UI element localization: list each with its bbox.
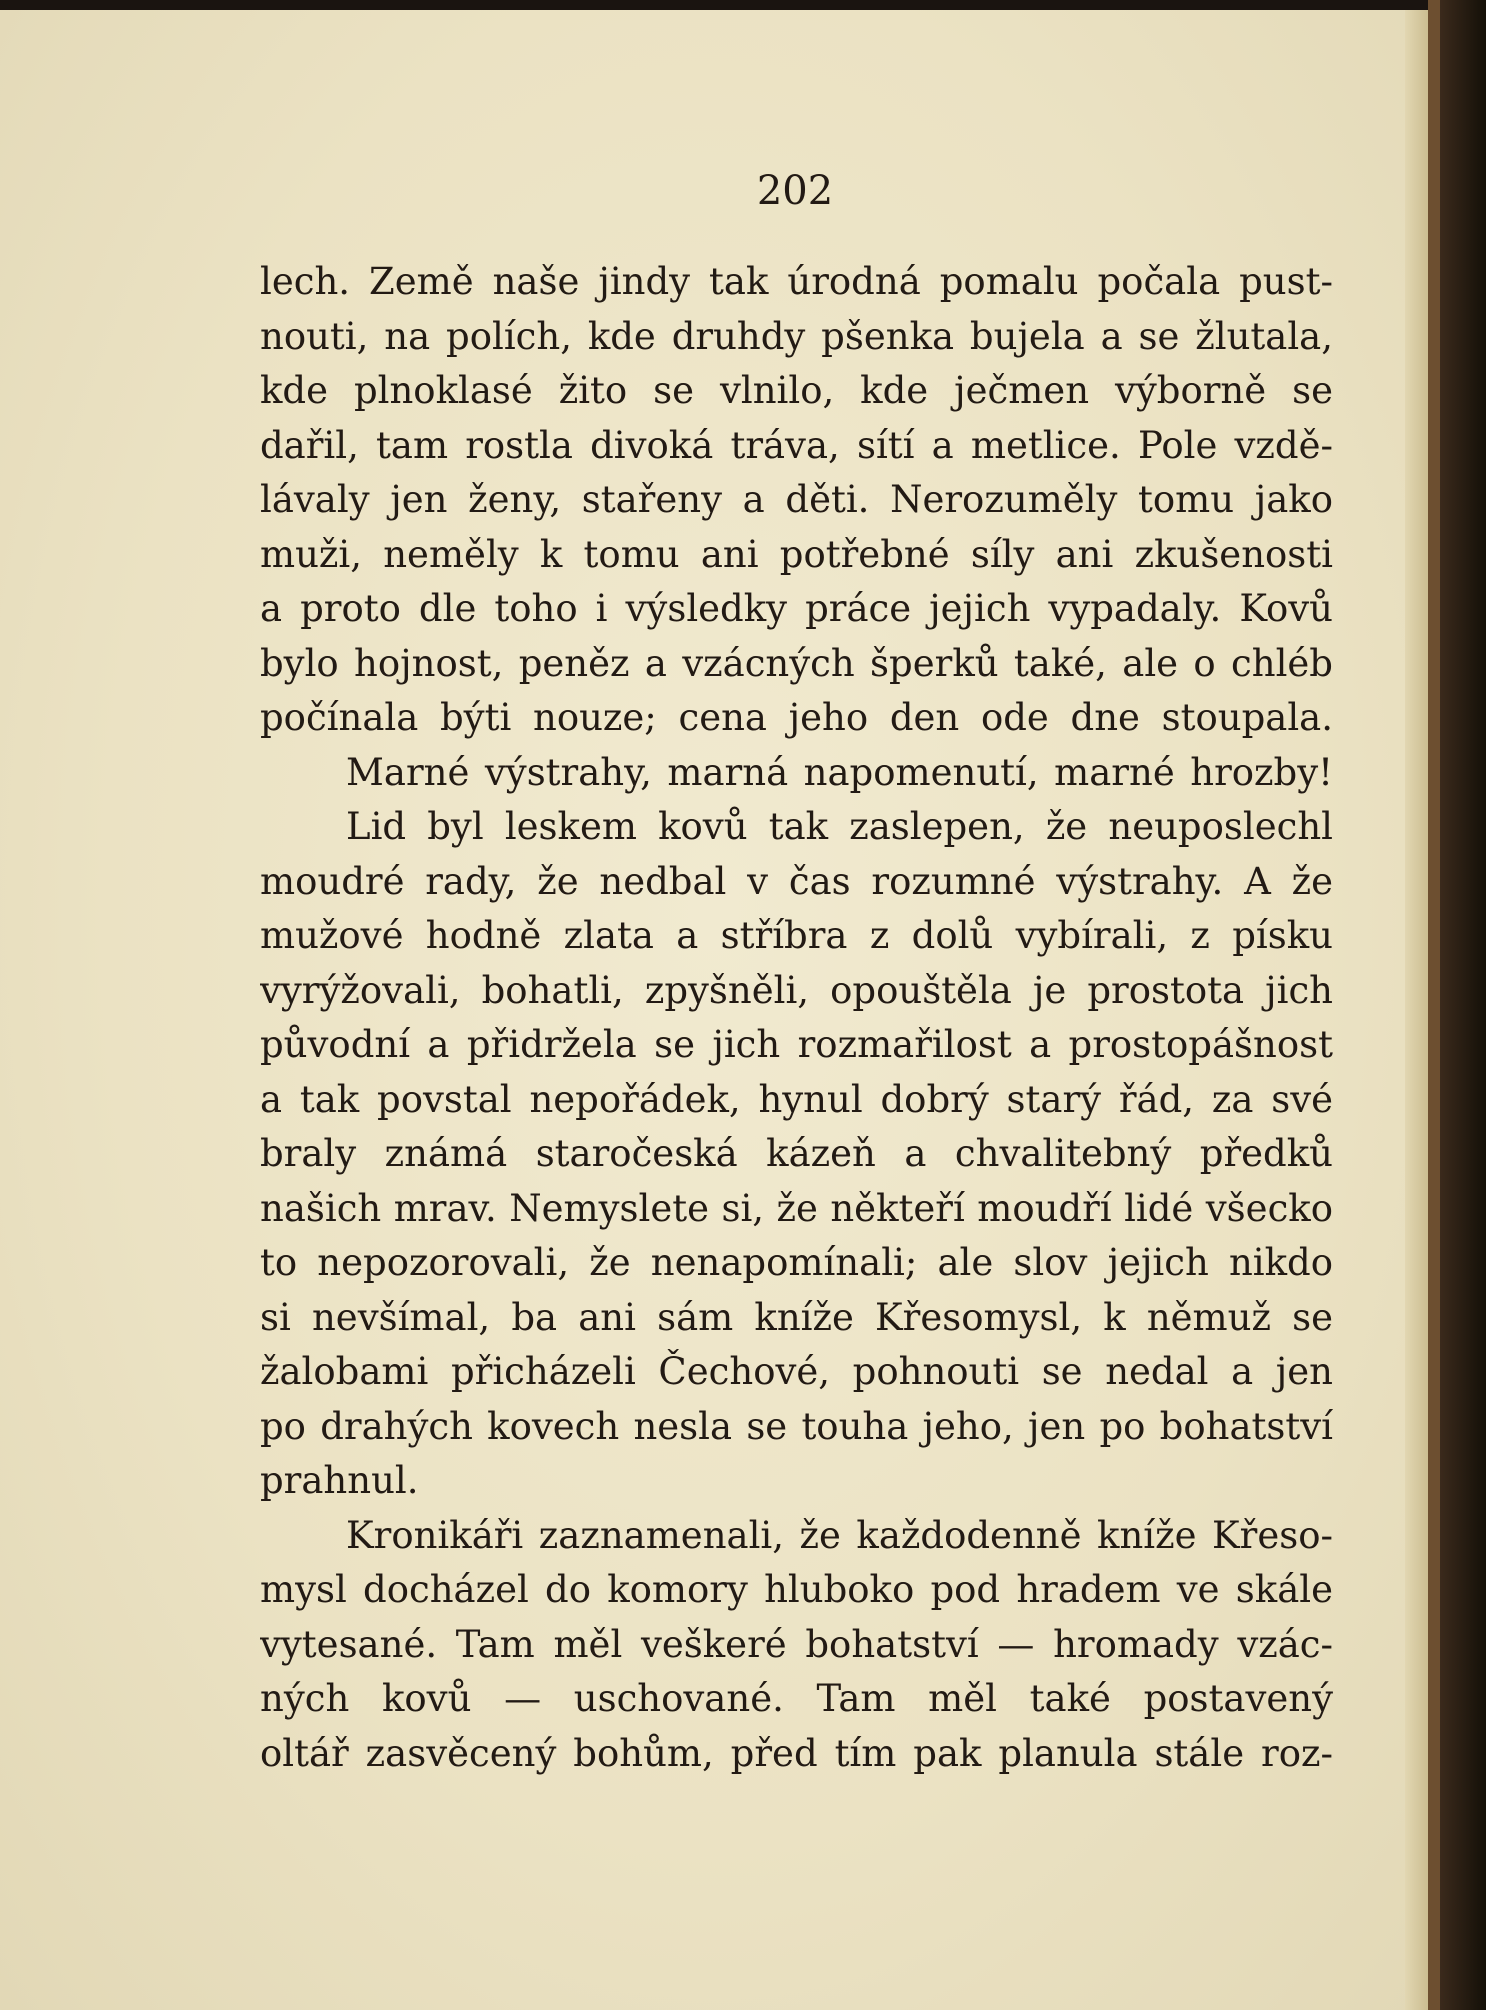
text-line: a proto dle toho i výsledky práce jejich vypadaly. Kovů [260, 587, 1333, 630]
text-line: Kronikáři zaznamenali, že každodenně kníže Křeso- [346, 1513, 1333, 1557]
scan-background [1440, 0, 1486, 2010]
body-text [260, 255, 1333, 1781]
page-number: 202 [756, 168, 834, 214]
text-line: prahnul. [260, 1459, 419, 1502]
text-line: si nevšímal, ba ani sám kníže Křesomysl, k němuž se [260, 1295, 1333, 1339]
text-line: a tak povstal nepořádek, hynul dobrý starý řád, za své [260, 1077, 1333, 1121]
book-cover-edge [1428, 0, 1440, 2010]
text-line: muži, neměly k tomu ani potřebné síly ani zkušenosti [260, 532, 1333, 576]
text-line: kde plnoklasé žito se vlnilo, kde ječmen výborně se [260, 369, 1333, 412]
text-line: mysl docházel do komory hluboko pod hradem ve skále [260, 1568, 1333, 1611]
page-edge-shadow [1405, 10, 1428, 2010]
text-line: Lid byl leskem kovů tak zaslepen, že neuposlechl [346, 805, 1333, 848]
text-line: vyrýžovali, bohatli, zpyšněli, opouštěla je prostota jich [260, 968, 1333, 1012]
text-line: mužové hodně zlata a stříbra z dolů vybírali, z písku [260, 914, 1333, 957]
text-line: našich mrav. Nemyslete si, že někteří moudří lidé všecko [260, 1186, 1333, 1230]
text-line: původní a přidržela se jich rozmařilost a prostopášnost [260, 1023, 1333, 1066]
text-line: lávaly jen ženy, stařeny a děti. Nerozuměly tomu jako [260, 478, 1333, 521]
text-line: po drahých kovech nesla se touha jeho, jen po bohatství [260, 1404, 1333, 1448]
text-line: oltář zasvěcený bohům, před tím pak planula stále roz- [260, 1731, 1333, 1775]
text-line: bylo hojnost, peněz a vzácných šperků také, ale o chléb [260, 641, 1333, 685]
text-line: žalobami přicházeli Čechové, pohnouti se nedal a jen [260, 1350, 1333, 1393]
text-line: nouti, na polích, kde druhdy pšenka bujela a se žlutala, [260, 314, 1333, 358]
text-line: Marné výstrahy, marná napomenutí, marné hrozby! [346, 750, 1333, 794]
text-line: braly známá staročeská kázeň a chvalitebný předků [260, 1132, 1333, 1175]
text-line: lech. Země naše jindy tak úrodná pomalu počala pust- [260, 260, 1333, 303]
text-line: počínala býti nouze; cena jeho den ode dne stoupala. [260, 696, 1333, 739]
text-line: ných kovů — uschované. Tam měl také postavený [260, 1677, 1333, 1720]
text-line: dařil, tam rostla divoká tráva, sítí a metlice. Pole vzdě- [260, 423, 1333, 467]
text-line: to nepozorovali, že nenapomínali; ale slov jejich nikdo [260, 1241, 1333, 1284]
text-line: vytesané. Tam měl veškeré bohatství — hromady vzác- [260, 1622, 1333, 1666]
text-line: moudré rady, že nedbal v čas rozumné výstrahy. A že [260, 859, 1333, 903]
